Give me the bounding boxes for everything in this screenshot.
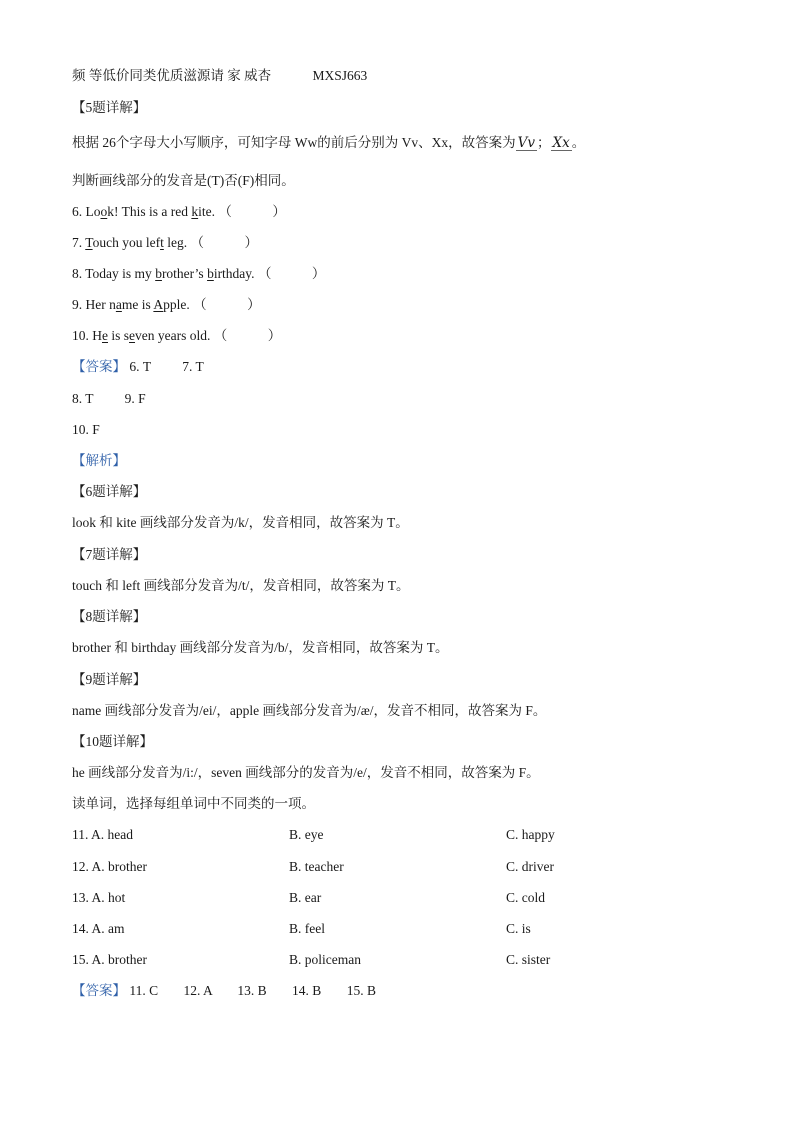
q8-answer-bracket[interactable]: （ ） (257, 266, 326, 281)
detail10-text: he 画线部分发音为/i:/，seven 画线部分的发音为/e/，发音不相同，故答案为 F。 (72, 765, 540, 780)
detail6-heading: 【6题详解】 (72, 484, 147, 499)
question-6 (72, 203, 286, 221)
q5-separator: ； (537, 135, 551, 150)
section3-title: 读单词，选择每组单词中不同类的一项。 (72, 796, 315, 811)
detail7-heading: 【7题详解】 (72, 547, 147, 562)
q5-heading: 【5题详解】 (72, 100, 147, 115)
q10-underlined-2: e (129, 328, 136, 343)
answer-6: 6. T (129, 359, 151, 374)
q9-text-a: 9. Her n (72, 297, 116, 312)
q9-text-c: pple. (163, 297, 190, 312)
question-10 (72, 327, 281, 345)
q6-underlined-2: k (191, 204, 199, 219)
q7-answer-bracket[interactable]: （ ） (190, 235, 258, 250)
q7-text-c: leg. (163, 235, 188, 250)
detail9-heading: 【9题详解】 (72, 672, 147, 687)
choice-15-b: B. policeman (289, 952, 361, 967)
answer-7: 7. T (182, 359, 204, 374)
choice-14-b: B. feel (289, 921, 325, 936)
answer-14: 14. B (292, 983, 322, 998)
q9-underlined-2: A (153, 297, 164, 312)
q8-text-c: irthday. (213, 266, 255, 281)
q6-text-c: ite. (198, 204, 215, 219)
q7-underlined-2: t (160, 235, 164, 250)
answer-8: 8. T (72, 391, 94, 406)
q8-text-a: 8. Today is my (72, 266, 156, 281)
answer-11: 11. C (129, 983, 159, 998)
choice-11-c: C. happy (506, 827, 555, 842)
answer-12: 12. A (183, 983, 213, 998)
choice-13-a: 13. A. hot (72, 890, 126, 905)
q6-text-a: 6. Lo (72, 204, 101, 219)
detail7-text: touch 和 left 画线部分发音为/t/，发音相同，故答案为 T。 (72, 578, 410, 593)
q7-underlined-1: T (85, 235, 93, 250)
q8-underlined-2: b (207, 266, 214, 281)
q6-text-b: k! This is a red (107, 204, 192, 219)
question-8 (72, 265, 325, 283)
page-header (72, 67, 367, 85)
q9-answer-bracket[interactable]: （ ） (193, 297, 261, 312)
q6-underlined-1: o (100, 204, 108, 219)
choice-12-c: C. driver (506, 859, 554, 874)
choice-12-a: 12. A. brother (72, 859, 147, 874)
q8-underlined-1: b (155, 266, 162, 281)
q5-explain-text: 根据 26个字母大小写顺序，可知字母 Ww的前后分别为 Vv、Xx，故答案为 (72, 135, 516, 150)
section2-title: 判断画线部分的发音是(T)否(F)相同。 (72, 173, 295, 188)
q10-underlined-1: e (102, 328, 108, 343)
choice-11-a: 11. A. head (72, 827, 133, 842)
q5-end: 。 (571, 135, 586, 150)
choice-12-b: B. teacher (289, 859, 344, 874)
answer-9: 9. F (124, 391, 146, 406)
answer-10: 10. F (72, 422, 100, 437)
q5-answer-vv: Vv (517, 135, 536, 151)
choice-15-a: 15. A. brother (72, 952, 147, 967)
q7-text-a: 7. (72, 235, 86, 250)
choice-14-c: C. is (506, 921, 531, 936)
q9-text-b: me is (121, 297, 154, 312)
answer-15: 15. B (346, 983, 376, 998)
detail6-text: look 和 kite 画线部分发音为/k/，发音相同，故答案为 T。 (72, 515, 409, 530)
q7-text-b: ouch you lef (92, 235, 161, 250)
choice-14-a: 14. A. am (72, 921, 125, 936)
q10-text-b: is s (108, 328, 130, 343)
detail10-heading: 【10题详解】 (72, 734, 153, 749)
choice-13-b: B. ear (289, 890, 322, 905)
q5-answer-xx: Xx (552, 135, 570, 151)
q10-answer-bracket[interactable]: （ ） (213, 328, 282, 343)
q10-text-a: 10. H (72, 328, 102, 343)
answer2-label: 【答案】 (72, 983, 126, 998)
answer2-row (72, 982, 376, 1000)
answer-label: 【答案】 (72, 359, 126, 374)
header-code: MXSJ663 (312, 68, 368, 83)
q10-text-c: ven years old. (135, 328, 211, 343)
answer-row-2 (72, 390, 146, 408)
q9-underlined-1: a (115, 297, 122, 312)
q6-answer-bracket[interactable]: （ ） (218, 204, 286, 219)
q5-explanation (72, 134, 585, 152)
answer-row-1 (72, 358, 204, 376)
choice-13-c: C. cold (506, 890, 545, 905)
question-7 (72, 234, 258, 252)
q8-text-b: rother’s (161, 266, 208, 281)
detail8-text: brother 和 birthday 画线部分发音为/b/，发音相同，故答案为 T。 (72, 640, 449, 655)
header-text: 频 等低价同类优质滋源请 家 威杏 (72, 68, 272, 83)
analysis-label: 【解析】 (72, 453, 126, 468)
choice-11-b: B. eye (289, 827, 324, 842)
answer-13: 13. B (237, 983, 267, 998)
choice-15-c: C. sister (506, 952, 551, 967)
question-9 (72, 296, 261, 314)
detail9-text: name 画线部分发音为/ei/，apple 画线部分发音为/æ/，发音不相同，故答案为 F。 (72, 703, 547, 718)
detail8-heading: 【8题详解】 (72, 609, 147, 624)
